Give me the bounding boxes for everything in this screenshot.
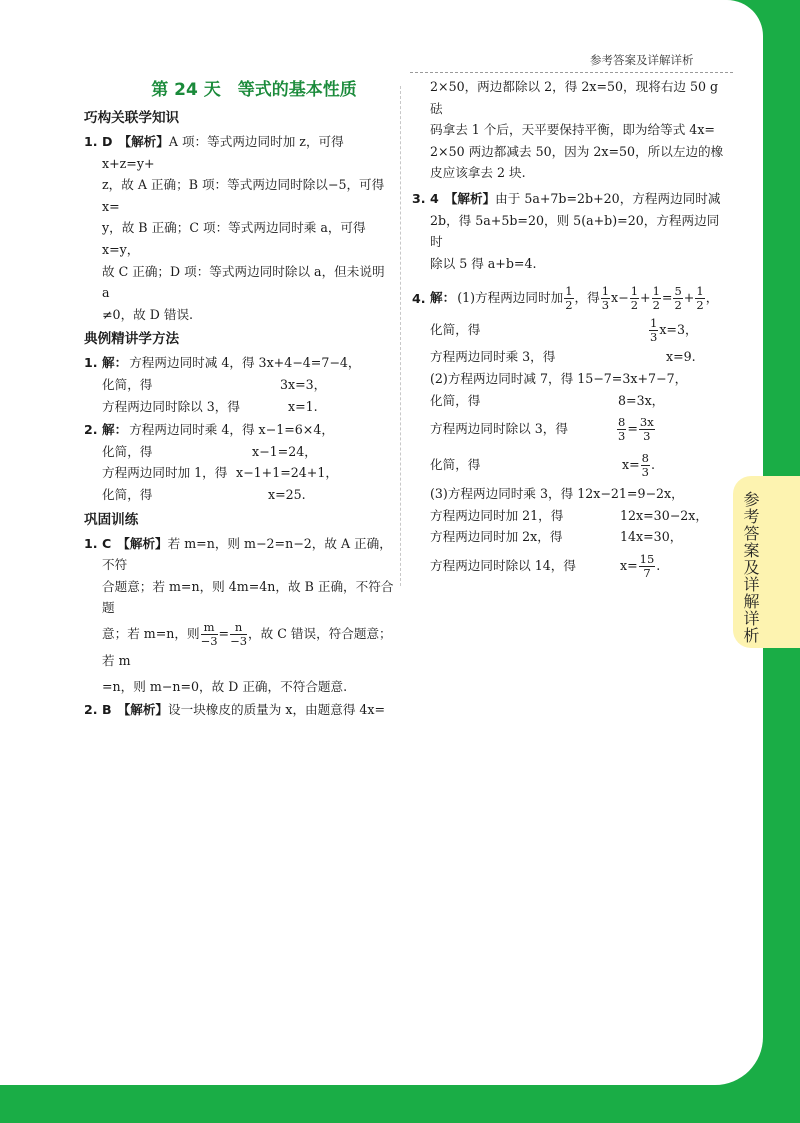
text-line: 设一块橡皮的质量为 x，由题意得 4x=	[168, 702, 386, 718]
text-line: 2×50 两边都减去 50，因为 2x=50，所以左边的橡	[430, 143, 724, 159]
step-result: x=3，	[659, 322, 698, 338]
text-line: 合题意；若 m=n，则 4m=4n，故 B 正确，不符合题	[102, 578, 394, 616]
step-result: 8=3x，	[618, 392, 665, 408]
step-label: 方程两边同时加 21，得	[430, 507, 564, 523]
fraction: $\frac{1}{2}$	[565, 284, 573, 313]
analysis-tag: 【解析】	[444, 190, 496, 206]
answer-letter: D	[102, 134, 113, 149]
solution-label: 解：	[102, 355, 128, 371]
step-result: x−1+1=24+1，	[236, 465, 338, 481]
step-label: 化简，得	[430, 392, 481, 408]
fraction: $\frac{8}{3}$	[618, 415, 626, 444]
question-number: 1.	[84, 535, 98, 551]
fraction: $\frac{15}{7}$	[639, 551, 655, 580]
text-line: 由于 5a+7b=2b+20，方程两边同时减	[495, 190, 721, 206]
practice-question-2-continued	[412, 76, 730, 184]
practice-question-2	[84, 699, 394, 721]
question-number: 2.	[84, 702, 98, 718]
fraction: $\frac{8}{3}$	[641, 451, 649, 480]
text-line: 码拿去 1 个后，天平要保持平衡，即为给等式 4x=	[430, 122, 715, 138]
question-number: 1.	[84, 134, 98, 149]
analysis-tag: 【解析】	[118, 134, 169, 149]
step-label: 方程两边同时除以 3，得	[102, 398, 240, 414]
step-result: x−1=24，	[252, 443, 317, 459]
step-label: 化简，得	[430, 457, 481, 473]
practice-question-3	[412, 188, 730, 274]
question-number: 3.	[412, 190, 426, 206]
practice-question-1: 1. C 【解析】若 m=n，则 m−2=n−2，故 A 正确，不符 合题意；若 m=n，则 4m=4n，故 B 正确，不符合题 意；若 m=n，则 $\frac{m}{-3}$ = $\frac{n}{-3}$ ，故 C 错误，符合题意；若 m =n，则 m−n=0，故 D 正确，不符合题意.	[84, 533, 394, 698]
answer-letter: C	[102, 535, 112, 551]
step-label: 方程两边同时除以 14，得	[430, 557, 576, 573]
practice-question-4: 4. 解： (1)方程两边同时加 $\frac{1}{2}$ ，得 $\frac{1}{3}$ x− $\frac{1}{2}$ + $\frac{1}{2}$ = $\frac{5}{2}$ + $\frac{1}{2}$ ， 化简，得 $\frac{1}{3}$ x=3， 方程两边同时乘 3，得 x=9. (2)方程两边同时减 7，得 15−7=3x+7−7， 化简，得 8=3x， 方程两边同时除以 3，得 $\frac{8}{3}$ = $\frac{3x}{3}$ 化简，得 x= $\frac{8}{3}$ . (3)方程两边同时乘 3，得 12x−21=9−2x， 方程两边同时加 21，得 12x=30−2x， 方程两边同时加 2x，得 14x=30， 方程两边同时除以 14，得 x= $\frac{15}{7}$ .	[412, 284, 719, 580]
page-title: 第 24 天 等式的基本性质	[151, 80, 357, 100]
section-heading-knowledge: 巧构关联学知识	[84, 110, 180, 126]
step-label: 方程两边同时乘 3，得	[430, 349, 556, 365]
header-rule	[410, 72, 733, 73]
section-heading-examples: 典例精讲学方法	[84, 331, 180, 348]
answer-letter: B	[102, 702, 112, 718]
analysis-tag: 【解析】	[117, 702, 168, 718]
text-line: 方程两边同时乘 4，得 x−1=6×4，	[129, 422, 334, 438]
text-line: =n，则 m−n=0，故 D 正确，不符合题意.	[102, 678, 348, 694]
step-label: 化简，得	[102, 486, 153, 502]
text-line: 皮应该拿去 2 块.	[430, 165, 526, 181]
text-line: 2×50，两边都除以 2，得 2x=50，现将右边 50 g 砝	[430, 79, 719, 116]
fraction: $\frac{5}{2}$	[674, 284, 682, 313]
fraction: $\frac{1}{3}$	[650, 316, 658, 345]
solution-label: 解：	[430, 290, 456, 306]
text-line: 方程两边同时减 4，得 3x+4−4=7−4，	[129, 355, 361, 371]
header-title: 参考答案及详解详析	[590, 53, 694, 67]
analysis-tag: 【解析】	[117, 535, 168, 551]
text-line: A 项：等式两边同时加 z，可得 x+z=y+	[102, 134, 344, 171]
fraction: $\frac{1}{3}$	[601, 284, 610, 313]
knowledge-question-1	[84, 131, 394, 325]
step-result: 3x=3，	[280, 376, 327, 392]
left-column	[84, 76, 394, 721]
text-line: 故 C 正确；D 项：等式两边同时除以 a，但未说明 a	[102, 263, 385, 301]
section-heading-practice: 巩固训练	[84, 511, 139, 528]
fraction: $\frac{m}{-3}$	[200, 619, 218, 648]
example-question-2	[84, 419, 394, 505]
right-column	[412, 76, 730, 584]
text-line: ≠0，故 D 错误.	[102, 306, 194, 322]
fraction: $\frac{n}{-3}$	[230, 619, 248, 648]
text-line: (3)方程两边同时乘 3，得 12x−21=9−2x，	[430, 486, 684, 502]
fraction: $\frac{1}{2}$	[630, 284, 639, 313]
step-label: 化简，得	[430, 322, 481, 338]
answer-value: 4	[430, 190, 439, 206]
step-result: x=25.	[268, 486, 306, 502]
text-line: 2b，得 5a+5b=20，则 5(a+b)=20，方程两边同时	[430, 212, 720, 250]
step-label: 方程两边同时除以 3，得	[430, 421, 568, 437]
step-label: 化简，得	[102, 376, 153, 392]
text-line: z，故 A 正确；B 项：等式两边同时除以−5，可得 x=	[102, 177, 385, 214]
fraction: $\frac{1}{2}$	[696, 284, 704, 313]
question-number: 4.	[412, 291, 426, 307]
step-label: 化简，得	[102, 443, 153, 459]
solution-label: 解：	[102, 422, 128, 438]
fraction: $\frac{1}{2}$	[652, 284, 660, 313]
column-divider	[400, 86, 401, 586]
text-line: 若 m=n，则 m−2=n−2，故 A 正确，不符	[102, 535, 392, 573]
step-label: 方程两边同时加 2x，得	[430, 529, 563, 545]
step-result: x=9.	[666, 349, 696, 365]
fraction: $\frac{3x}{3}$	[639, 415, 654, 444]
step-label: 方程两边同时加 1，得	[102, 465, 228, 481]
text-line: ，故 C 错误，符合题意；若 m	[102, 625, 392, 668]
step-result: 14x=30，	[620, 529, 683, 545]
question-number: 1.	[84, 355, 98, 371]
example-question-1	[84, 352, 394, 417]
text-line: 除以 5 得 a+b=4.	[430, 255, 537, 271]
text-line: y，故 B 正确；C 项：等式两边同时乘 a，可得 x=y，	[102, 220, 366, 257]
step-result: 12x=30−2x，	[620, 507, 708, 523]
question-number: 2.	[84, 422, 98, 438]
step-result: x=1.	[288, 398, 318, 414]
side-tab-label: 参考答案及详解详析	[741, 491, 760, 644]
text-line: (2)方程两边同时减 7，得 15−7=3x+7−7，	[430, 370, 688, 386]
text-line: 意；若 m=n，则	[102, 625, 200, 641]
